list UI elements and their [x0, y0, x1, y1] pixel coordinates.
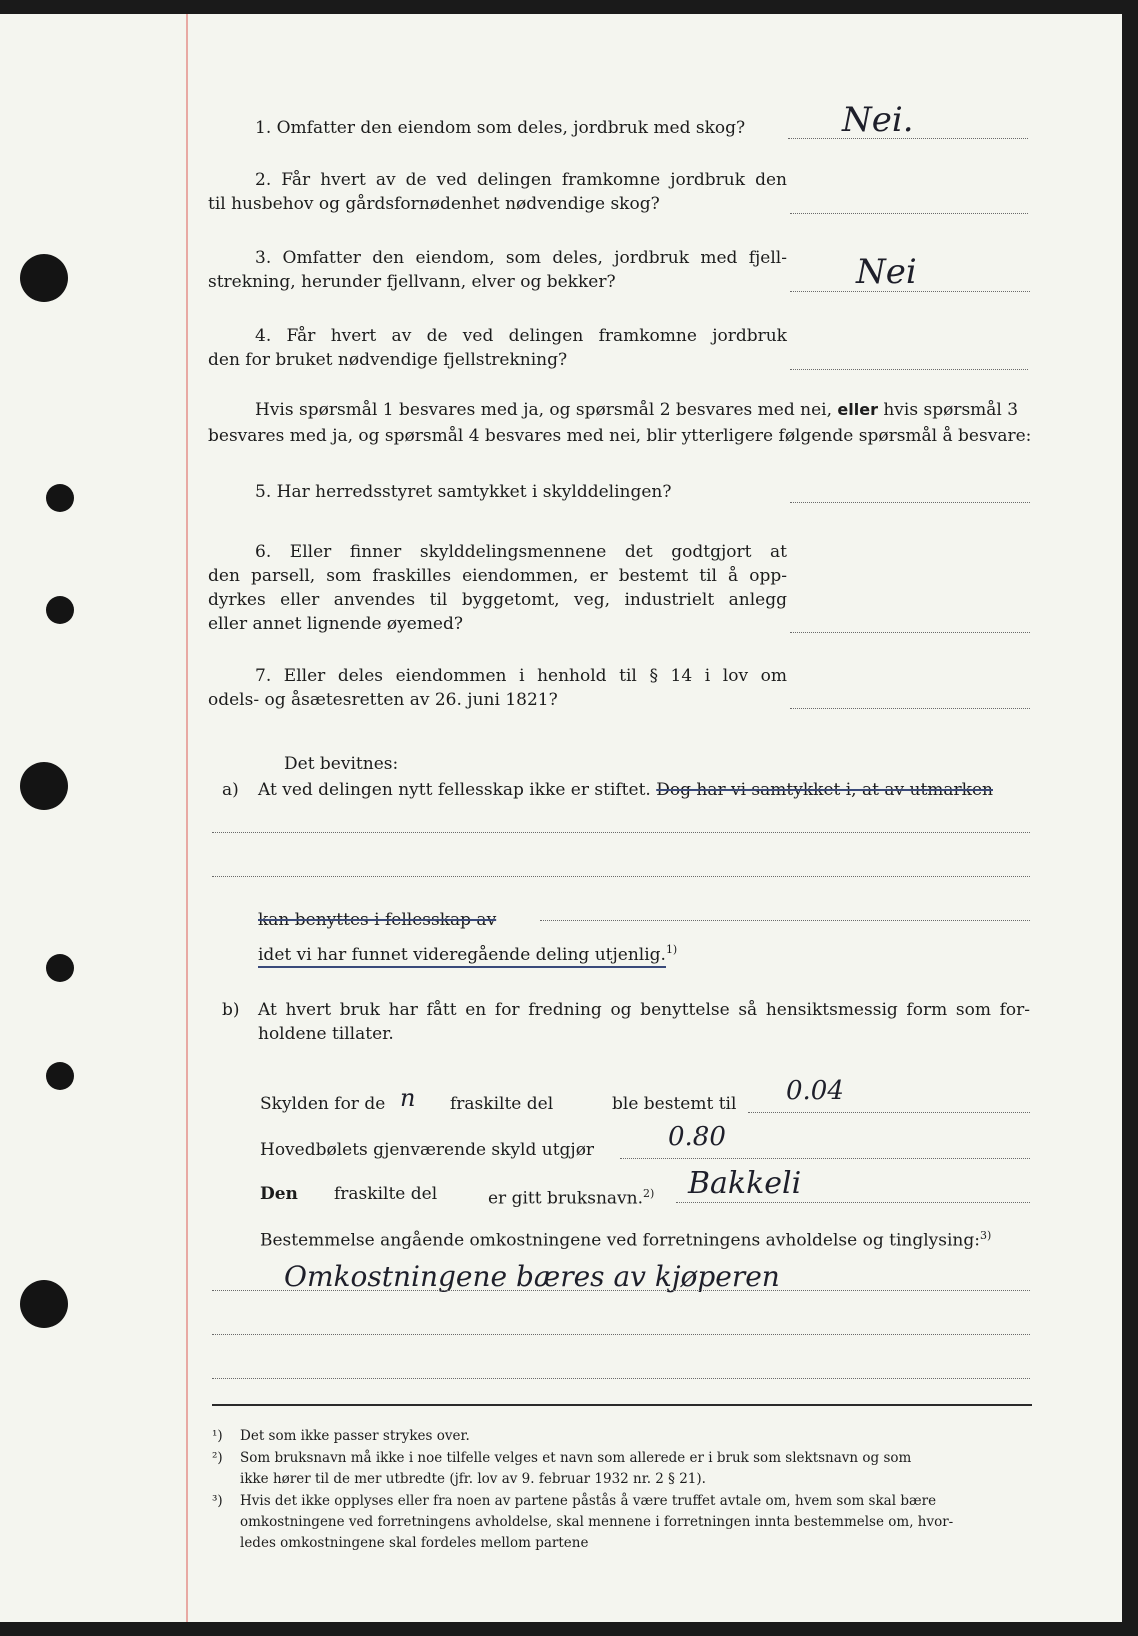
hoved-label: Hovedbølets gjenværende skyld utgjør: [260, 1140, 595, 1160]
skyld-label-b: fraskilte del: [450, 1094, 554, 1114]
red-margin-line: [186, 14, 188, 1622]
footnote-2-mark: ²): [212, 1450, 223, 1466]
bruk-value-handwritten: Bakkeli: [688, 1166, 802, 1201]
footnote-2-line-2: ikke hører til de mer utbredte (jfr. lov av 9. februar 1932 nr. 2 § 21).: [240, 1471, 706, 1487]
conditional-text-a: Hvis spørsmål 1 besvares med ja, og spørsmål 2 besvares med nei,: [255, 400, 832, 420]
conditional-eller: eller: [837, 400, 878, 419]
footnote-2-line-1: Som bruksnavn må ikke i noe tilfelle velges et navn som allerede er i bruk som slektsnavn og som: [240, 1450, 912, 1466]
footnote-1-line-1: Det som ikke passer strykes over.: [240, 1428, 470, 1444]
skyld-value-handwritten: 0.04: [786, 1076, 844, 1106]
question-4-line-2: den for bruket nødvendige fjellstrekning?: [208, 350, 568, 370]
bestem-label-text: Bestemmelse angående omkostningene ved forretningens avholdelse og tinglysing:: [260, 1230, 980, 1251]
bestem-line-2[interactable]: [212, 1334, 1030, 1335]
punch-hole-1: [20, 254, 68, 302]
skyld-label-c: ble bestemt til: [612, 1094, 737, 1114]
footnote-1-mark: ¹): [212, 1428, 223, 1444]
bestem-value-handwritten: Omkostningene bæres av kjøperen: [284, 1260, 780, 1293]
answer-line-5[interactable]: [790, 502, 1030, 503]
skyld-handwritten-n: n: [400, 1084, 416, 1112]
conditional-text-b: hvis spørsmål 3: [883, 400, 1019, 420]
question-2-line-2: til husbehov og gårdsfornødenhet nødvendige skog?: [208, 194, 660, 214]
hoved-value-handwritten: 0.80: [668, 1122, 726, 1152]
bruk-label-b: [488, 1182, 654, 1211]
hoved-value-line[interactable]: [620, 1158, 1030, 1159]
punch-hole-3: [46, 596, 74, 624]
punch-hole-4: [20, 762, 68, 810]
footnote-3-line-3: ledes omkostningene skal fordeles mellom partene: [240, 1535, 589, 1551]
attest-a-struck-3-row: [258, 938, 677, 967]
footnote-3-mark: ³): [212, 1493, 223, 1509]
bestem-line-3[interactable]: [212, 1378, 1030, 1379]
conditional-line-1: [255, 398, 1018, 422]
question-7-line-2: odels- og åsætesretten av 26. juni 1821?: [208, 690, 558, 710]
skyld-value-line[interactable]: [748, 1112, 1030, 1113]
question-2-line-1: 2. Får hvert av de ved delingen framkomne jordbruk den: [255, 170, 787, 190]
footnote-separator: [212, 1404, 1032, 1406]
punch-hole-6: [46, 1062, 74, 1090]
question-7-line-1: 7. Eller deles eiendommen i henhold til § 14 i lov om: [255, 666, 787, 686]
punch-hole-2: [46, 484, 74, 512]
footnote-3-line-2: omkostningene ved forretningens avholdelse, skal mennene i forretningen innta bestemmelse om, hvor-: [240, 1514, 954, 1530]
question-1: 1. Omfatter den eiendom som deles, jordbruk med skog?: [255, 118, 746, 138]
attest-a-struck-2: kan benyttes i fellesskap av: [258, 910, 497, 930]
bruk-value-line[interactable]: [676, 1202, 1030, 1203]
answer-line-4[interactable]: [790, 369, 1028, 370]
question-3-line-1: 3. Omfatter den eiendom, som deles, jordbruk med fjell-: [255, 248, 787, 268]
bruk-label-text: er gitt bruksnavn.: [488, 1188, 644, 1209]
attest-b-line-1: At hvert bruk har fått en for fredning og benyttelse så hensiktsmessig form som for-: [258, 1000, 1030, 1020]
skyld-label-a: Skylden for de: [260, 1094, 386, 1114]
answer-line-2[interactable]: [790, 213, 1028, 214]
question-5: 5. Har herredsstyret samtykket i skylddelingen?: [255, 482, 672, 502]
answer-line-7[interactable]: [790, 708, 1030, 709]
den-handwritten: Den: [260, 1184, 298, 1204]
attest-heading: Det bevitnes:: [284, 754, 399, 774]
question-6-line-3: dyrkes eller anvendes til byggetomt, veg, industrielt anlegg: [208, 590, 787, 610]
document-page: [0, 14, 1122, 1622]
bruk-label-a: fraskilte del: [334, 1184, 438, 1204]
punch-hole-7: [20, 1280, 68, 1328]
question-6-line-2: den parsell, som fraskilles eiendommen, er bestemt til å opp-: [208, 566, 787, 586]
punch-hole-5: [46, 954, 74, 982]
attest-a-struck-2-row: [258, 908, 496, 932]
attest-a-footnote-mark: 1): [665, 943, 678, 956]
attest-b-line-2: holdene tillater.: [258, 1024, 394, 1044]
question-6-line-4: eller annet lignende øyemed?: [208, 614, 463, 634]
footnote-3-line-1: Hvis det ikke opplyses eller fra noen av partene påstås å være truffet avtale om, hvem som skal bære: [240, 1493, 937, 1509]
attest-a-statement: At ved delingen nytt fellesskap ikke er stiftet.: [258, 780, 651, 800]
attest-a-struck-3: idet vi har funnet videregående deling utjenlig.: [258, 945, 666, 968]
attest-a-label: a): [222, 780, 239, 800]
attest-a-line-1[interactable]: [212, 832, 1030, 833]
conditional-line-2: besvares med ja, og spørsmål 4 besvares med nei, blir ytterligere følgende spørsmål å besvare:: [208, 426, 1032, 446]
bestem-footnote-mark: 3): [979, 1229, 992, 1242]
question-6-line-1: 6. Eller finner skylddelingsmennene det godtgjort at: [255, 542, 787, 562]
question-3-line-2: strekning, herunder fjellvann, elver og bekker?: [208, 272, 616, 292]
attest-a-line-3[interactable]: [540, 920, 1030, 921]
answer-3-handwritten: Nei: [856, 252, 917, 292]
bestem-label: [260, 1224, 991, 1253]
attest-a-struck-1: Dog har vi samtykket i, at av utmarken: [656, 780, 993, 800]
answer-1-handwritten: Nei.: [842, 100, 914, 140]
answer-line-6[interactable]: [790, 632, 1030, 633]
attest-a-text: [258, 778, 993, 802]
bestem-line-1[interactable]: [212, 1290, 1030, 1291]
bruk-footnote-mark: 2): [643, 1187, 655, 1200]
attest-a-line-2[interactable]: [212, 876, 1030, 877]
question-4-line-1: 4. Får hvert av de ved delingen framkomne jordbruk: [255, 326, 787, 346]
attest-b-label: b): [222, 1000, 240, 1020]
